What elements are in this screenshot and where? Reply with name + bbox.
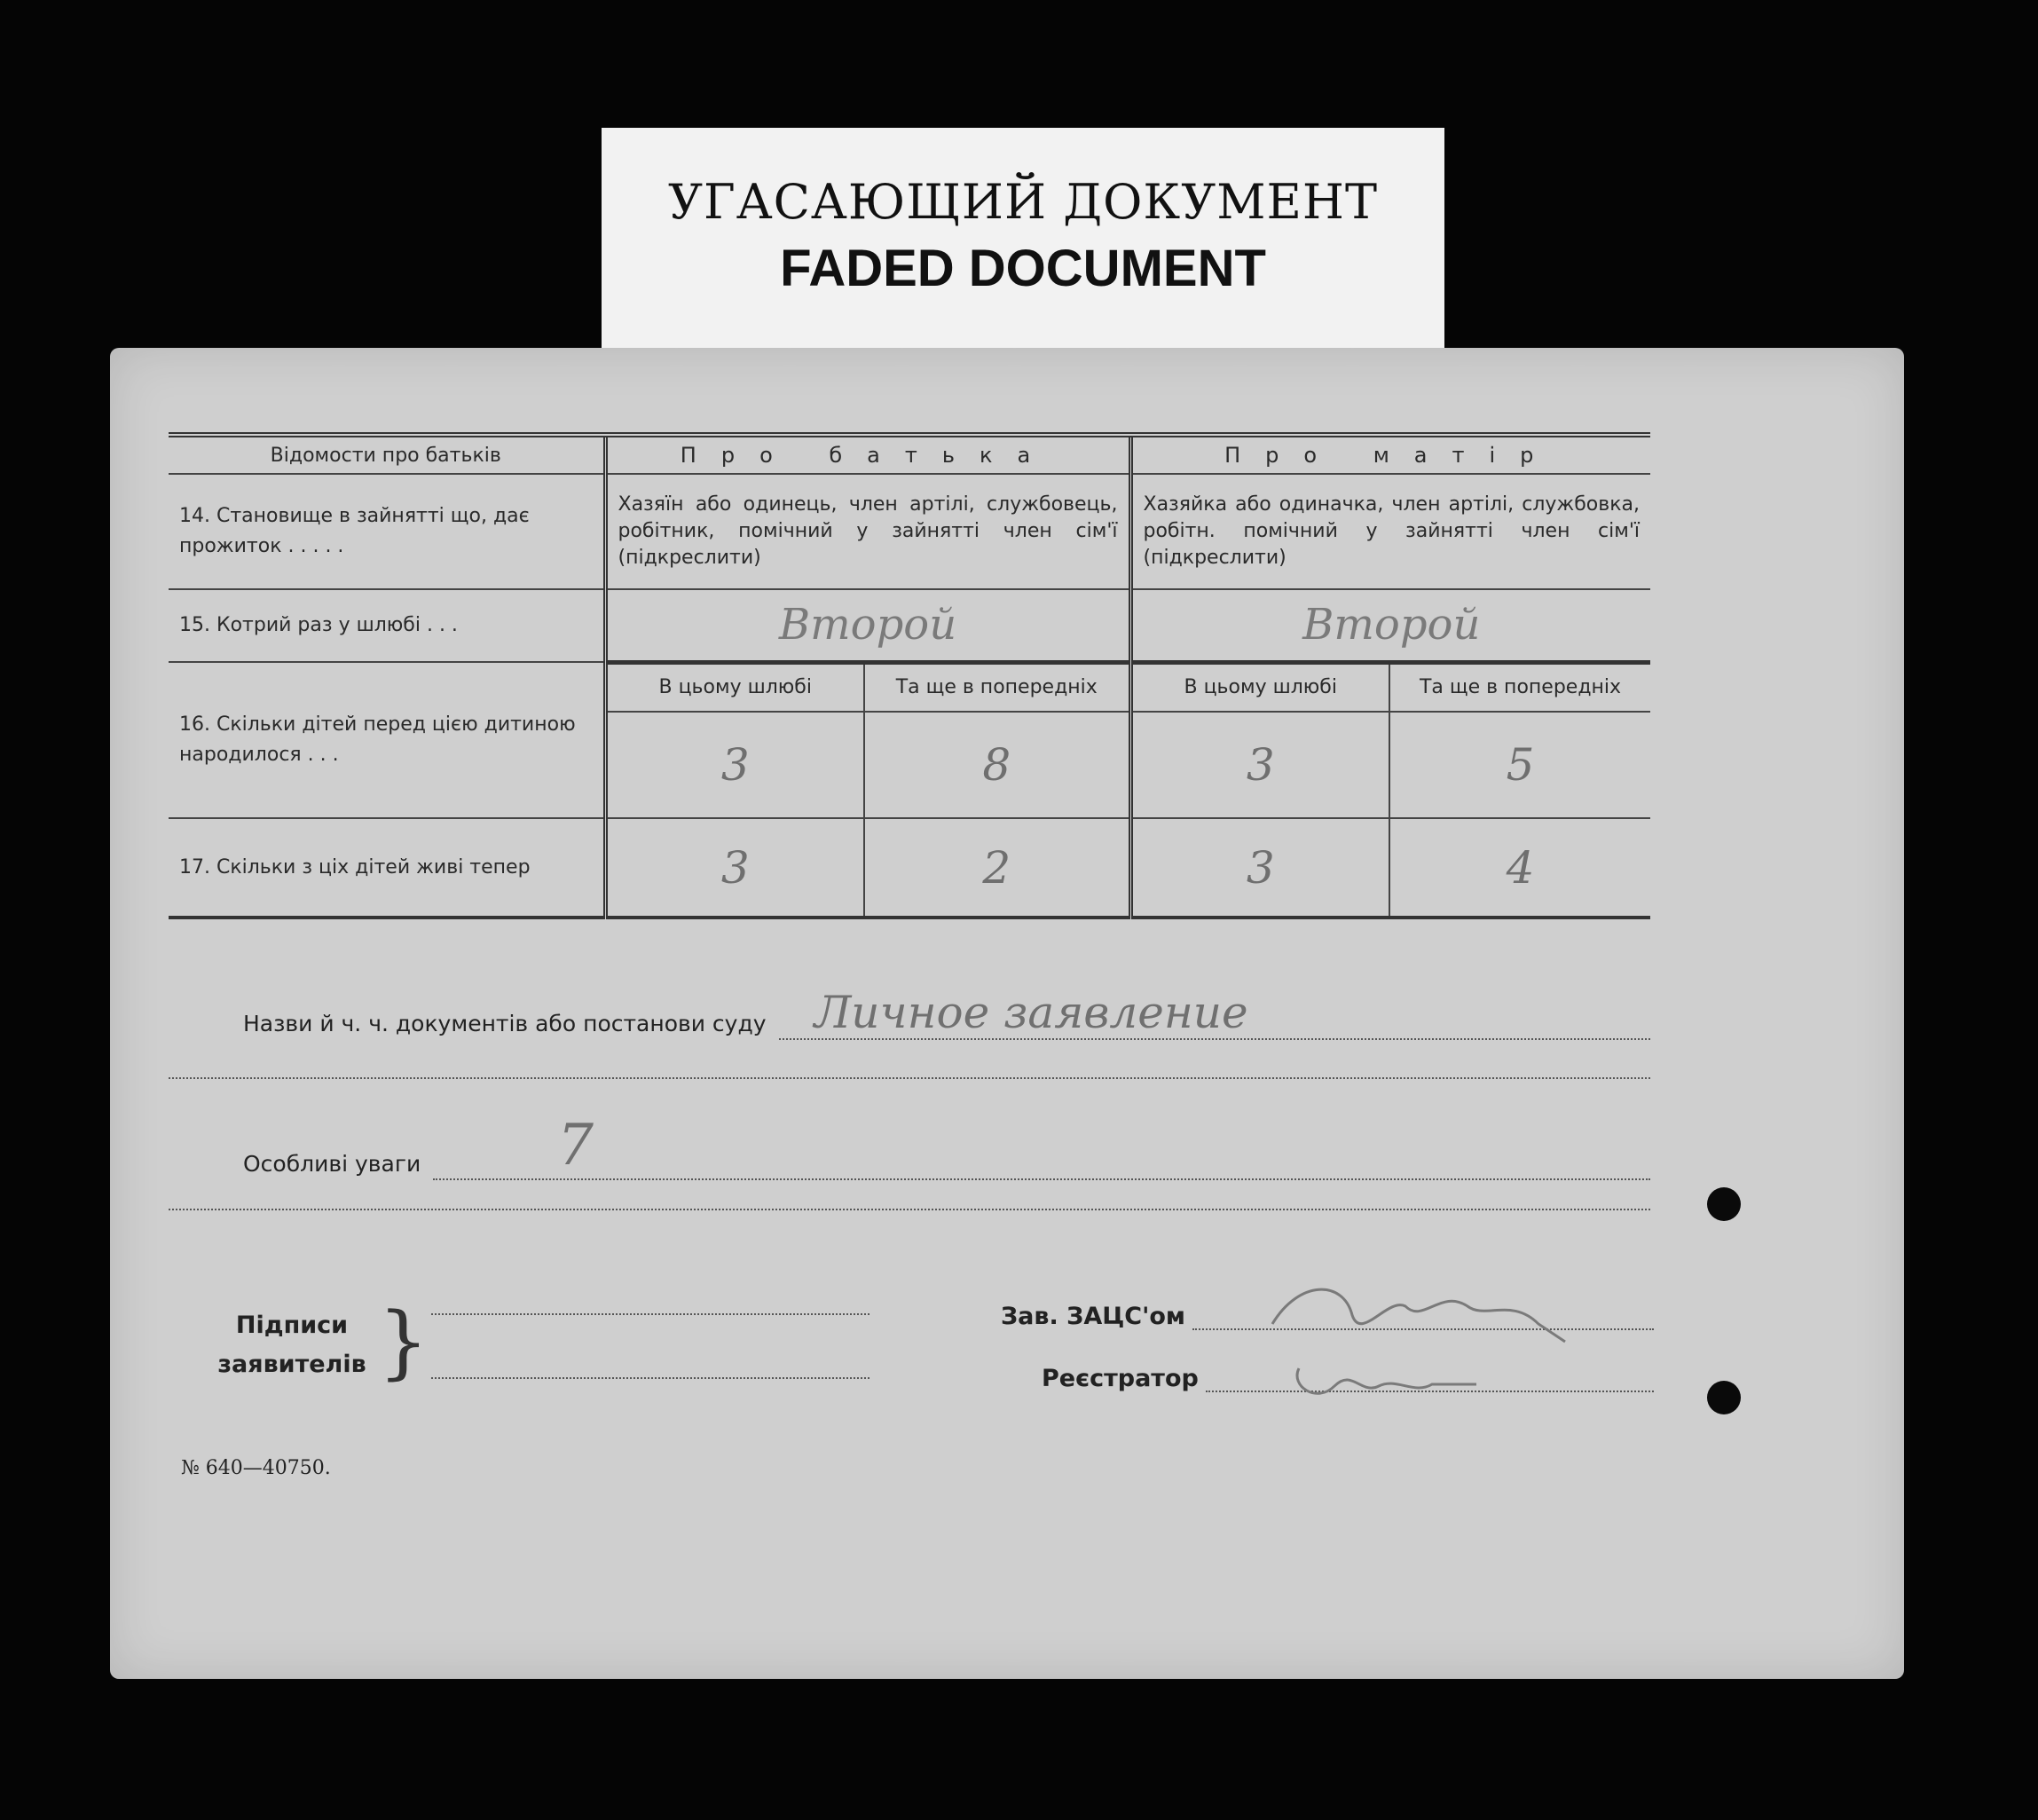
question-17: 17. Скільки з ціх дітей живі тепер bbox=[169, 818, 605, 918]
father-occupation-options: Хазяїн або одинець, член артілі, службовець, робітник, помічний у зайнятті член сім'ї (підкреслити) bbox=[605, 474, 1130, 589]
label-russian-text: УГАСАЮЩИЙ ДОКУМЕНТ bbox=[667, 174, 1379, 230]
subheader-father-previous: Та ще в попередніх bbox=[864, 662, 1130, 712]
question-15: 15. Котрий раз у шлюбі . . . bbox=[169, 589, 605, 662]
mother-children-alive-prev: 4 bbox=[1389, 818, 1650, 918]
documents-row bbox=[169, 987, 1650, 1040]
documents-continuation-line bbox=[169, 1068, 1650, 1079]
mother-children-alive-this: 3 bbox=[1130, 818, 1389, 918]
applicant-signature-line-2 bbox=[431, 1377, 869, 1379]
father-children-born-this: 3 bbox=[605, 712, 864, 818]
father-children-born-prev: 8 bbox=[864, 712, 1130, 818]
signatures-brace: } bbox=[378, 1296, 429, 1389]
zags-head-label: Зав. ЗАЦС'ом bbox=[1001, 1303, 1185, 1330]
handwritten-signatures bbox=[1246, 1271, 1672, 1448]
punch-hole-bottom bbox=[1707, 1381, 1741, 1414]
remarks-label: Особливі уваги bbox=[243, 1151, 421, 1177]
subheader-mother-previous: Та ще в попередніх bbox=[1389, 662, 1650, 712]
remarks-value: 7 bbox=[557, 1113, 594, 1178]
question-14: 14. Становище в зайнятті що, дає прожиток . . . . . bbox=[169, 474, 605, 589]
documents-label: Назви й ч. ч. документів або постанови суду bbox=[243, 1011, 767, 1036]
signatures-label-line2: заявителів bbox=[217, 1351, 366, 1378]
subheader-father-this-marriage: В цьому шлюбі bbox=[605, 662, 864, 712]
question-16-text: 16. Скільки дітей перед цією дитиною народилося . . . bbox=[179, 713, 576, 766]
father-children-alive-this: 3 bbox=[605, 818, 864, 918]
mother-children-born-prev: 5 bbox=[1389, 712, 1650, 818]
father-children-alive-prev: 2 bbox=[864, 818, 1130, 918]
applicant-signature-line-1 bbox=[431, 1313, 869, 1315]
question-16 bbox=[169, 662, 605, 818]
document-sheet bbox=[110, 348, 1904, 1679]
parents-info-table bbox=[169, 432, 1650, 919]
remarks-row bbox=[169, 1113, 1650, 1180]
punch-hole-top bbox=[1707, 1187, 1741, 1221]
registrar-label: Реєстратор bbox=[1042, 1365, 1199, 1392]
faded-document-label-card bbox=[602, 128, 1444, 350]
mother-children-born-this: 3 bbox=[1130, 712, 1389, 818]
signatures-label-line1: Підписи bbox=[235, 1312, 349, 1339]
father-marriage-count: Второй bbox=[605, 589, 1130, 662]
remarks-continuation-line bbox=[169, 1200, 1650, 1210]
documents-value: Личное заявление bbox=[814, 987, 1248, 1038]
mother-occupation-options: Хазяйка або одиначка, член артілі, службовка, робітн. помічний у зайнятті член сім'ї (підкреслити) bbox=[1130, 474, 1650, 589]
header-about-mother: Про матір bbox=[1130, 435, 1650, 474]
form-number: № 640—40750. bbox=[181, 1457, 331, 1479]
header-parents-info: Відомости про батьків bbox=[169, 435, 605, 474]
applicants-signatures-label bbox=[216, 1306, 367, 1384]
subheader-mother-this-marriage: В цьому шлюбі bbox=[1130, 662, 1389, 712]
mother-marriage-count: Второй bbox=[1130, 589, 1650, 662]
label-english-text: FADED DOCUMENT bbox=[780, 240, 1266, 297]
header-about-father: Про батька bbox=[605, 435, 1130, 474]
